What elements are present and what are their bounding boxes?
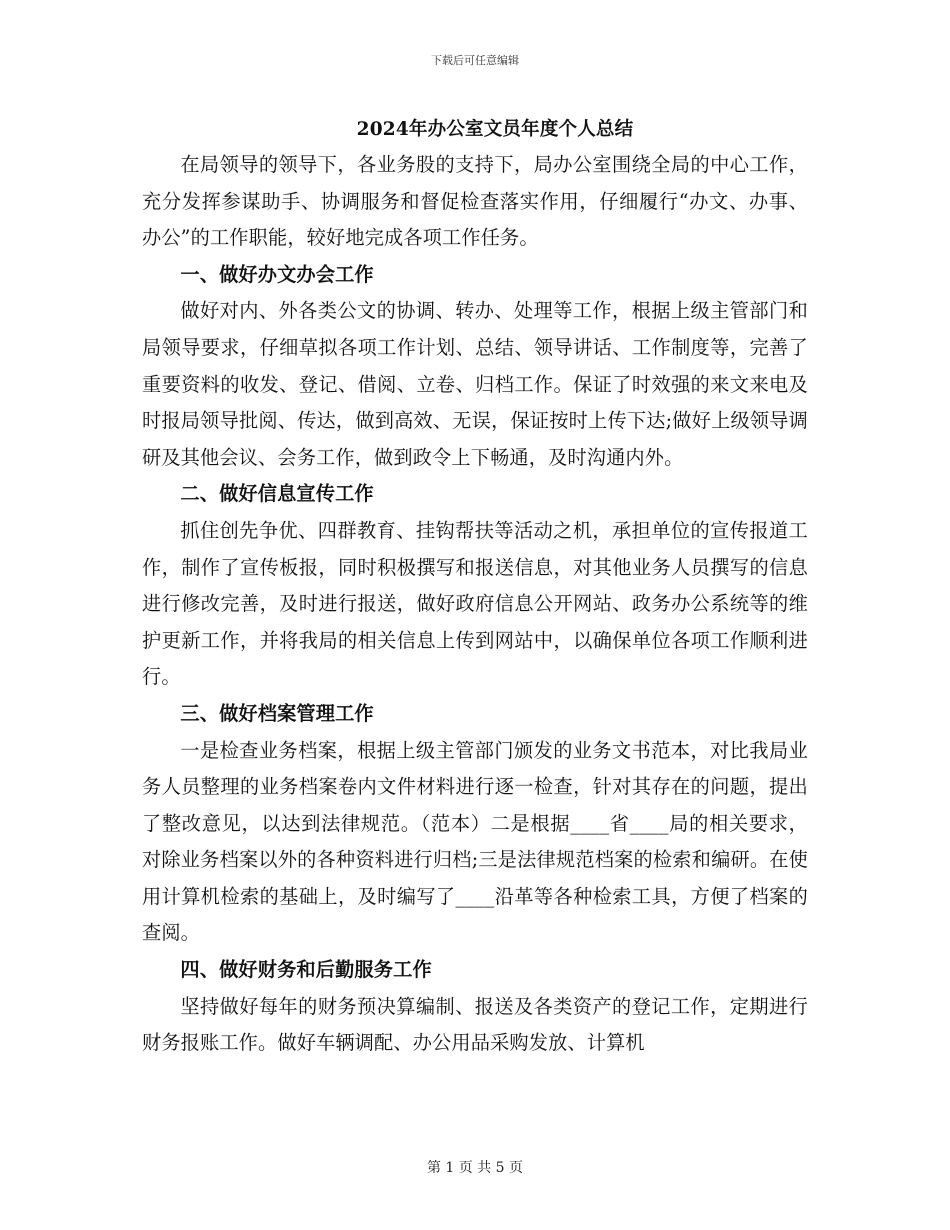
section-paragraph: 一是检查业务档案，根据上级主管部门颁发的业务文书范本，对比我局业务人员整理的业务档案卷内文件材料进行逐一检查，针对其存在的问题，提出了整改意见，以达到法律规范。（范本）二是根据____省____局的相关要求，对除业务档案以外的各种资料进行归档;三是法律规范档案的检索和编研。在使用计算机检索的基础上，及时编写了____沿革等各种检索工具，方便了档案的查阅。 — [142, 738, 808, 945]
page-number: 第 1 页 共 5 页 — [426, 1160, 524, 1176]
page-header-note: 下载后可任意编辑 — [431, 54, 519, 67]
section-heading: 二、做好信息宣传工作 — [180, 482, 374, 506]
document-body — [142, 147, 808, 1062]
section-heading: 一、做好办文办会工作 — [180, 262, 374, 286]
section-paragraph: 抓住创先争优、四群教育、挂钩帮扶等活动之机，承担单位的宣传报道工作，制作了宣传板报，同时积极撰写和报送信息，对其他业务人员撰写的信息进行修改完善，及时进行报送，做好政府信息公开网站、政务办公系统等的维护更新工作，并将我局的相关信息上传到网站中，以确保单位各项工作顺利进行。 — [142, 518, 808, 689]
section-paragraph: 坚持做好每年的财务预决算编制、报送及各类资产的登记工作，定期进行财务报账工作。做好车辆调配、办公用品采购发放、计算机 — [142, 994, 808, 1055]
section-paragraph: 做好对内、外各类公文的协调、转办、处理等工作，根据上级主管部门和局领导要求，仔细草拟各项工作计划、总结、领导讲话、工作制度等，完善了重要资料的收发、登记、借阅、立卷、归档工作。保证了时效强的来文来电及时报局领导批阅、传达，做到高效、无误，保证按时上传下达;做好上级领导调研及其他会议、会务工作，做到政令上下畅通，及时沟通内外。 — [142, 299, 808, 469]
document-title: 2024年办公室文员年度个人总结 — [356, 119, 634, 140]
section-heading: 四、做好财务和后勤服务工作 — [180, 958, 432, 982]
section-heading: 三、做好档案管理工作 — [180, 701, 374, 725]
intro-paragraph: 在局领导的领导下，各业务股的支持下，局办公室围绕全局的中心工作，充分发挥参谋助手、协调服务和督促检查落实作用，仔细履行“办文、办事、办公”的工作职能，较好地完成各项工作任务。 — [142, 153, 808, 250]
